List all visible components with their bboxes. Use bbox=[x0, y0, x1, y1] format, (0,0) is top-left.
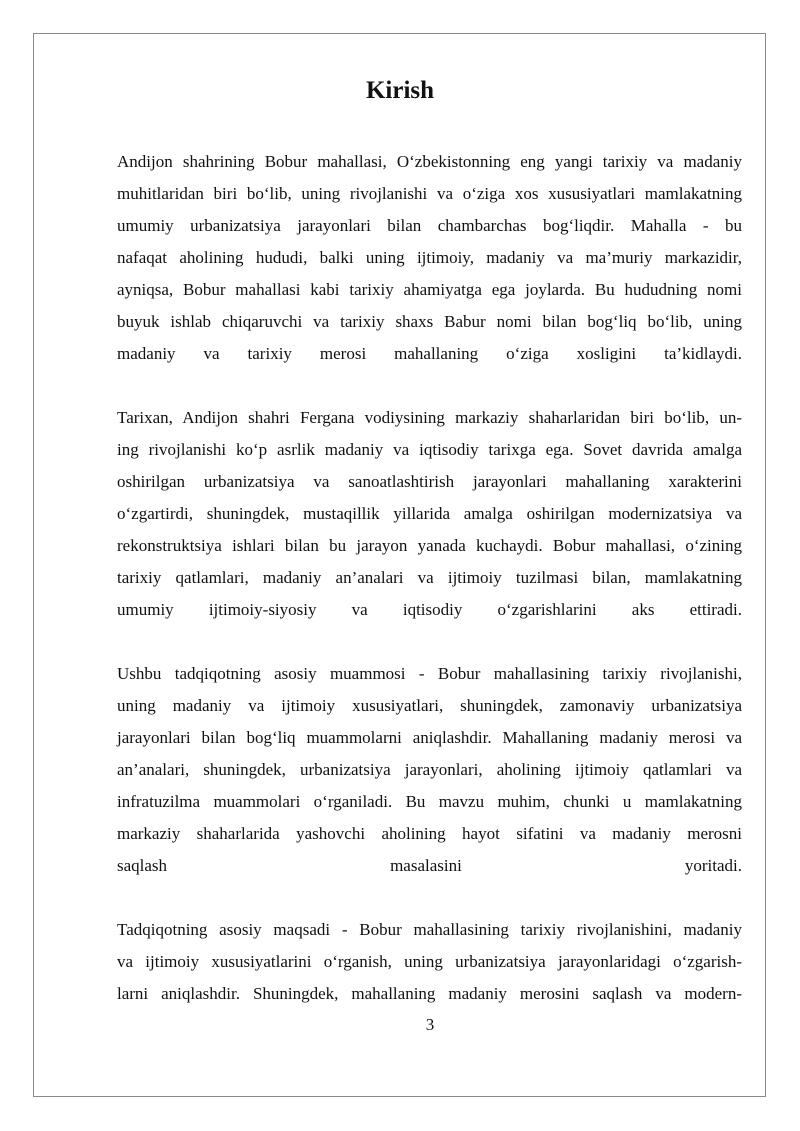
text-line: rekonstruktsiya ishlari bilan bu jarayon yanada kuchaydi. Bobur mahallasi, o‘zining bbox=[117, 536, 742, 555]
text-line: va ijtimoiy xususiyatlarini o‘rganish, uning urbanizatsiya jarayonlaridagi o‘zgarish- bbox=[117, 952, 742, 971]
text-line: umumiy urbanizatsiya jarayonlari bilan chambarchas bog‘liqdir. Mahalla - bu bbox=[117, 216, 742, 235]
text-line: infratuzilma muammolari o‘rganiladi. Bu mavzu muhim, chunki u mamlakatning bbox=[117, 792, 742, 811]
text-line: saqlash masalasini yoritadi. bbox=[117, 856, 742, 875]
text-line: Ushbu tadqiqotning asosiy muammosi - Bobur mahallasining tarixiy rivojlanishi, bbox=[117, 664, 742, 683]
page-number: 3 bbox=[425, 1015, 435, 1034]
text-line: markaziy shaharlarida yashovchi aholining hayot sifatini va madaniy merosni bbox=[117, 824, 742, 843]
text-line: Andijon shahrining Bobur mahallasi, O‘zbekistonning eng yangi tarixiy va madaniy bbox=[117, 152, 742, 171]
text-line: muhitlaridan biri bo‘lib, uning rivojlanishi va o‘ziga xos xususiyatlari mamlakatning bbox=[117, 184, 742, 203]
text-line: umumiy ijtimoiy-siyosiy va iqtisodiy o‘zgarishlarini aks ettiradi. bbox=[117, 600, 742, 619]
text-line: Tarixan, Andijon shahri Fergana vodiysining markaziy shaharlaridan biri bo‘lib, un- bbox=[117, 408, 742, 427]
text-line: nafaqat aholining hududi, balki uning ijtimoiy, madaniy va ma’muriy markazidir, bbox=[117, 248, 742, 267]
text-line: uning madaniy va ijtimoiy xususiyatlari, shuningdek, zamonaviy urbanizatsiya bbox=[117, 696, 742, 715]
paragraph-4 bbox=[117, 914, 742, 1010]
text-line: o‘zgartirdi, shuningdek, mustaqillik yillarida amalga oshirilgan modernizatsiya va bbox=[117, 504, 742, 523]
document-body bbox=[117, 146, 742, 1042]
text-line: oshirilgan urbanizatsiya va sanoatlashtirish jarayonlari mahallaning xarakterini bbox=[117, 472, 742, 491]
text-line: larni aniqlashdir. Shuningdek, mahallaning madaniy merosini saqlash va modern- bbox=[117, 984, 742, 1003]
text-line: jarayonlari bilan bog‘liq muammolarni aniqlashdir. Mahallaning madaniy merosi va bbox=[117, 728, 742, 747]
text-line: an’analari, shuningdek, urbanizatsiya jarayonlari, aholining ijtimoiy qatlamlari va bbox=[117, 760, 742, 779]
text-line: ayniqsa, Bobur mahallasi kabi tarixiy ahamiyatga ega joylarda. Bu hududning nomi bbox=[117, 280, 742, 299]
text-line: buyuk ishlab chiqaruvchi va tarixiy shaxs Babur nomi bilan bog‘liq bo‘lib, uning bbox=[117, 312, 742, 331]
text-line: ing rivojlanishi ko‘p asrlik madaniy va iqtisodiy tarixga ega. Sovet davrida amalga bbox=[117, 440, 742, 459]
page-title: Kirish bbox=[365, 77, 435, 104]
paragraph-2 bbox=[117, 402, 742, 626]
text-line: tarixiy qatlamlari, madaniy an’analari va ijtimoiy tuzilmasi bilan, mamlakatning bbox=[117, 568, 742, 587]
paragraph-3 bbox=[117, 658, 742, 882]
text-line: Tadqiqotning asosiy maqsadi - Bobur mahallasining tarixiy rivojlanishini, madaniy bbox=[117, 920, 742, 939]
text-line: madaniy va tarixiy merosi mahallaning o‘ziga xosligini ta’kidlaydi. bbox=[117, 344, 742, 363]
paragraph-1 bbox=[117, 146, 742, 370]
